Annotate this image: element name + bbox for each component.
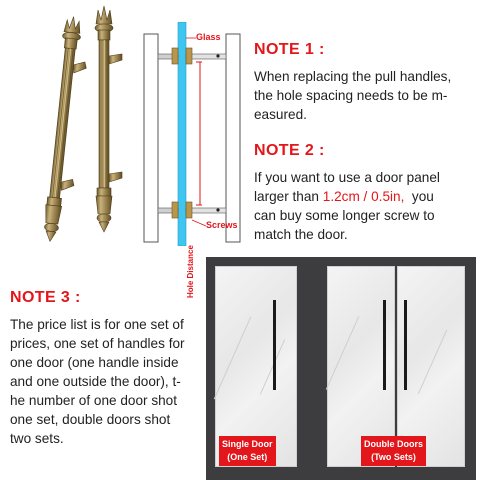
note3-line: one set, double doors shot	[10, 412, 171, 427]
note1-body	[254, 67, 451, 124]
screws-label: Screws	[206, 220, 238, 230]
note3-line: two sets.	[10, 431, 64, 446]
note2-body	[254, 168, 440, 244]
note3-body	[10, 315, 185, 448]
left-handle-icon	[41, 16, 91, 244]
hole-distance-label: Hole Distance	[186, 245, 195, 298]
thickness-highlight: 1.2cm / 0.5in,	[322, 189, 405, 204]
note3-line: The price list is for one set of	[10, 317, 184, 332]
note1-title: NOTE 1 :	[254, 41, 325, 58]
note3-line: prices, one set of handles for	[10, 336, 185, 351]
single-door-label-line2: (One Set)	[227, 452, 268, 462]
note3-line: one door (one handle inside	[10, 355, 179, 370]
note3-title: NOTE 3 :	[10, 289, 81, 306]
note2-line: match the door.	[254, 227, 348, 242]
single-door-handle-icon	[273, 300, 276, 390]
note2-line2-text: larger than	[254, 189, 323, 204]
note1-line: the hole spacing needs to be m-	[254, 88, 448, 103]
double-door-label	[361, 436, 426, 466]
doors-panel	[206, 257, 476, 480]
installation-diagram	[136, 22, 248, 246]
note1-line: When replacing the pull handles,	[254, 69, 452, 84]
note2-line: can buy some longer screw to	[254, 208, 435, 223]
note2-line: If you want to use a door panel	[254, 170, 440, 185]
double-door-handle-left-icon	[383, 300, 386, 390]
note1-line: easured.	[254, 107, 307, 122]
pull-handles-illustration	[34, 2, 144, 252]
double-door-label-line2: (Two Sets)	[371, 452, 416, 462]
note2-title: NOTE 2 :	[254, 142, 325, 159]
note2-line2-suffix: you	[404, 189, 434, 204]
glass-panel-icon	[178, 22, 186, 246]
single-door-label-line1: Single Door	[222, 439, 273, 449]
bottom-screw-icon	[158, 202, 226, 218]
double-door-handle-right-icon	[404, 300, 407, 390]
note3-line: he number of one door shot	[10, 393, 178, 408]
note3-line: and one outside the door), t-	[10, 374, 181, 389]
double-door-label-line1: Double Doors	[364, 439, 424, 449]
note2-line	[254, 187, 440, 206]
single-door-label	[219, 436, 276, 466]
top-screw-icon	[158, 48, 226, 64]
right-handle-icon	[95, 6, 122, 232]
glass-label: Glass	[196, 32, 221, 42]
